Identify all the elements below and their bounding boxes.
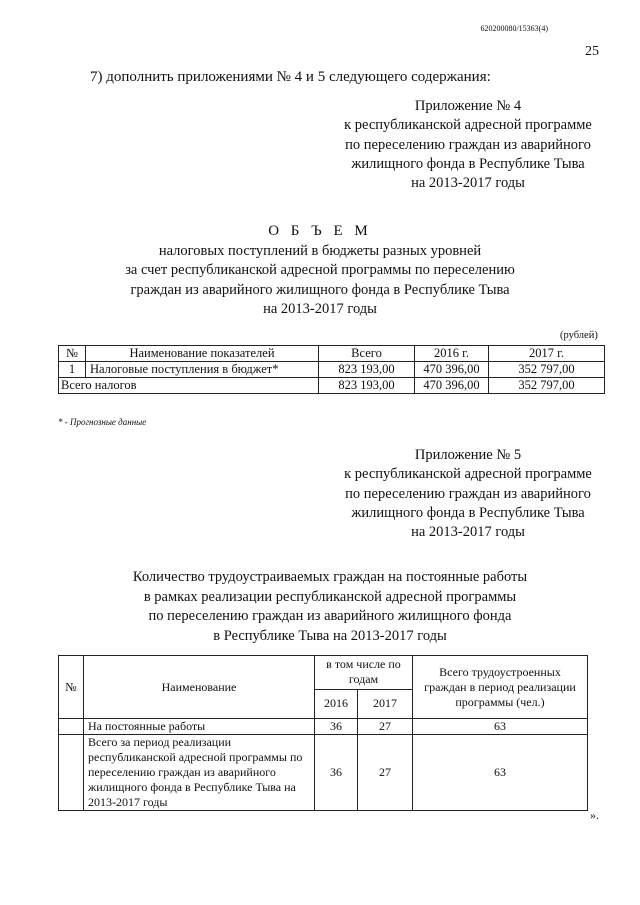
cell: 63 — [413, 719, 588, 735]
appendix-line: жилищного фонда в Республике Тыва — [351, 155, 585, 172]
page-number: 25 — [585, 44, 599, 59]
col-header: в том числе по годам — [315, 656, 413, 690]
table-row — [59, 719, 588, 735]
appendix-line: к республиканской адресной программе — [344, 117, 592, 134]
appendix-line: на 2013-2017 годы — [411, 175, 525, 192]
appendix-line: по переселению граждан из аварийного — [345, 136, 591, 153]
title-line: в рамках реализации республиканской адресной программы — [143, 588, 517, 605]
cell — [59, 719, 84, 735]
appendix-line: Приложение № 4 — [414, 98, 522, 114]
title-main: О Б Ъ Е М — [268, 223, 372, 239]
cell: 823 193,00 — [319, 362, 415, 378]
cell: 352 797,00 — [489, 378, 605, 394]
title-line: граждан из аварийного жилищного фонда в Республике Тыва — [130, 281, 510, 298]
appendix5-heading — [318, 446, 618, 542]
title-line: за счет республиканской адресной программы по переселению — [125, 262, 515, 278]
cell: 27 — [358, 735, 413, 811]
cell: На постоянные работы — [84, 719, 315, 735]
col-header: № — [59, 346, 86, 362]
cell: Налоговые поступления в бюджет* — [86, 362, 319, 378]
employment-table — [58, 655, 588, 811]
units-label: (рублей) — [560, 330, 598, 341]
appendix4-heading — [318, 97, 618, 193]
cell: 470 396,00 — [415, 362, 489, 378]
cell: 470 396,00 — [415, 378, 489, 394]
col-header: 2017 — [358, 689, 413, 718]
cell: 352 797,00 — [489, 362, 605, 378]
cell: 63 — [413, 735, 588, 811]
appendix5-title — [110, 568, 550, 646]
col-header: № — [59, 656, 84, 719]
table-row — [59, 735, 588, 811]
col-header: Всего — [319, 346, 415, 362]
closing-quote: ». — [590, 808, 599, 822]
cell: 36 — [315, 735, 358, 811]
cell: 823 193,00 — [319, 378, 415, 394]
col-header: 2017 г. — [489, 346, 605, 362]
col-header: Наименование показателей — [86, 346, 319, 362]
title-line: по переселению граждан из аварийного жилищного фонда — [148, 608, 512, 624]
col-header: Наименование — [84, 656, 315, 719]
appendix-line: жилищного фонда в Республике Тыва — [351, 504, 585, 521]
footnote: * - Прогнозные данные — [58, 417, 147, 427]
tax-table — [58, 345, 605, 394]
appendix-line: к республиканской адресной программе — [344, 466, 592, 483]
appendix-line: по переселению граждан из аварийного — [345, 485, 591, 502]
table-header-row — [59, 346, 605, 362]
appendix-line: на 2013-2017 годы — [411, 524, 525, 541]
cell: 27 — [358, 719, 413, 735]
col-header: 2016 г. — [415, 346, 489, 362]
cell — [59, 735, 84, 811]
cell: Всего налогов — [59, 378, 319, 394]
title-line: на 2013-2017 годы — [263, 301, 377, 317]
appendix-line: Приложение № 5 — [414, 447, 522, 463]
table-header-row — [59, 656, 588, 690]
intro-line: 7) дополнить приложениями № 4 и 5 следующего содержания: — [90, 69, 491, 85]
total-row — [59, 378, 605, 394]
doc-code: 620200080/15363(4) — [480, 24, 548, 33]
title-line: налоговых поступлений в бюджеты разных уровней — [158, 242, 482, 259]
title-line: Количество трудоустраиваемых граждан на постоянные работы — [132, 569, 528, 585]
appendix4-title — [100, 222, 540, 320]
col-header: Всего трудоустроенных граждан в период реализации программы (чел.) — [413, 656, 588, 719]
title-line: в Республике Тыва на 2013-2017 годы — [213, 627, 447, 644]
cell: Всего за период реализации республиканской адресной программы по переселению граждан из аварийного жилищного фонда в Республике Тыва на 2013-2017 годы — [84, 735, 315, 811]
cell: 1 — [59, 362, 86, 378]
cell: 36 — [315, 719, 358, 735]
table-row — [59, 362, 605, 378]
col-header: 2016 — [315, 689, 358, 718]
